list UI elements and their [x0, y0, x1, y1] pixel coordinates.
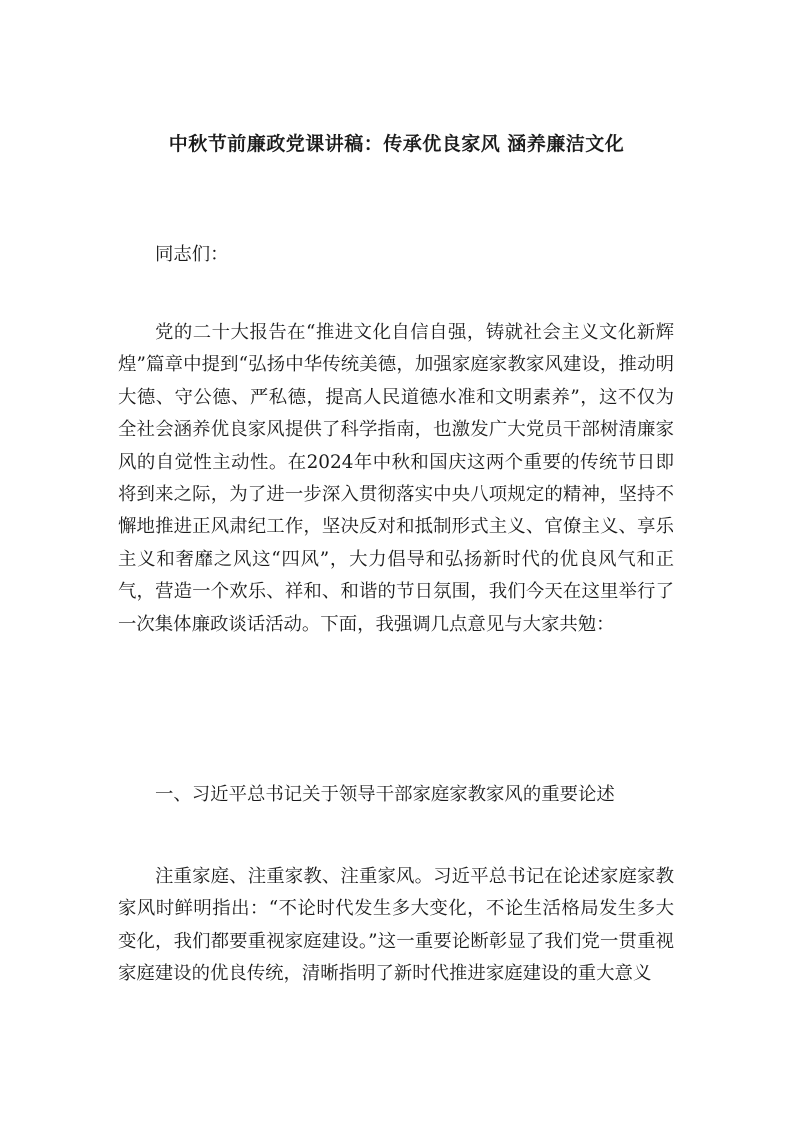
salutation: 同志们：: [155, 244, 229, 265]
paragraph-intro: 党的二十大报告在“推进文化自信自强，铸就社会主义文化新辉煌”篇章中提到“弘扬中华传统美德，加强家庭家教家风建设，推动明大德、守公德、严私德，提高人民道德水准和文明素养”，这不仅为全社会涵养优良家风提供了科学指南，也激发广大党员干部树清廉家风的自觉性主动性。在2024年中秋和国庆这两个重要的传统节日即将到来之际，为了进一步深入贯彻落实中央八项规定的精神，坚持不懈地推进正风肃纪工作，坚决反对和抵制形式主义、官僚主义、享乐主义和奢靡之风这“四风”，大力倡导和弘扬新时代的优良风气和正气，营造一个欢乐、祥和、和谐的节日氛围，我们今天在这里举行了一次集体廉政谈话活动。下面，我强调几点意见与大家共勉：: [118, 322, 674, 635]
paragraph-section-1: 注重家庭、注重家教、注重家风。习近平总书记在论述家庭家教家风时鲜明指出：“不论时代发生多大变化，不论生活格局发生多大变化，我们都要重视家庭建设。”这一重要论断彰显了我们党一贯重视家庭建设的优良传统，清晰指明了新时代推进家庭建设的重大意义: [118, 866, 674, 985]
section-heading-1: 一、习近平总书记关于领导干部家庭家教家风的重要论述: [155, 784, 615, 805]
document-title: 中秋节前廉政党课讲稿：传承优良家风 涵养廉洁文化: [168, 133, 625, 155]
